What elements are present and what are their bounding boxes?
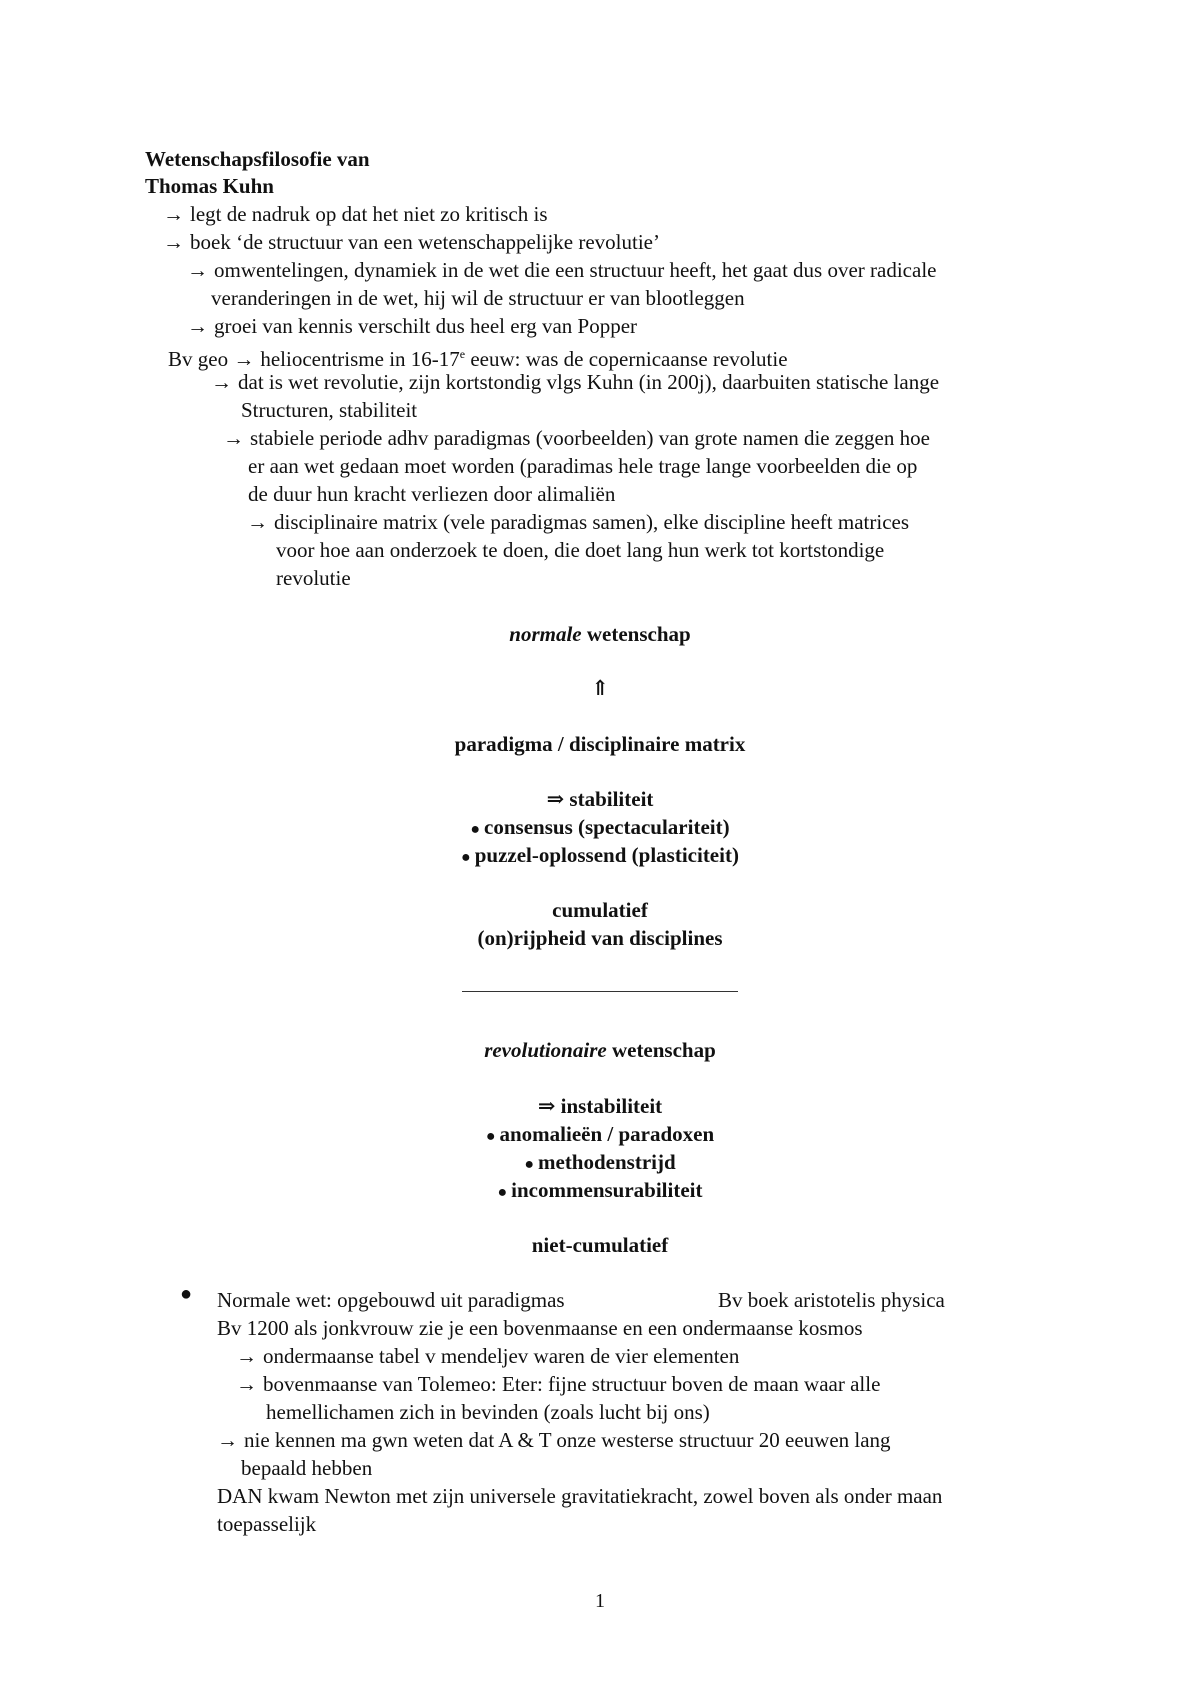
bullet-icon: ● <box>461 849 471 866</box>
bullet-item-aside: Bv boek aristotelis physica <box>718 1288 945 1312</box>
arrow-icon: → <box>247 510 268 534</box>
note-line: Bv geo → heliocentrisme in 16-17e eeuw: was de copernicaanse revolutie <box>168 347 788 371</box>
anomalies-line: ● anomalieën / paradoxen <box>0 1121 1200 1150</box>
note-line: → omwentelingen, dynamiek in de wet die een structuur heeft, het gaat dus over radicale <box>187 258 937 282</box>
doc-title-line1: Wetenschapsfilosofie van <box>145 147 370 171</box>
arrow-icon: → <box>187 314 208 338</box>
maturity-line: (on)rijpheid van disciplines <box>477 926 723 950</box>
page-number: 1 <box>595 1590 605 1612</box>
section-divider <box>462 991 738 992</box>
note-line-continued: Structuren, stabiliteit <box>241 398 418 422</box>
arrow-icon: → <box>233 347 255 371</box>
note-line-continued: bepaald hebben <box>241 1456 373 1480</box>
note-line-continued: hemellichamen zich in bevinden (zoals lucht bij ons) <box>266 1400 710 1424</box>
bullet-text: Bv 1200 als jonkvrouw zie je een bovenmaanse en een ondermaanse kosmos <box>217 1316 863 1340</box>
note-line-continued: de duur hun kracht verliezen door alimaliën <box>248 482 616 506</box>
bullet-text: DAN kwam Newton met zijn universele gravitatiekracht, zowel boven als onder maan <box>217 1484 943 1508</box>
bullet-item: Normale wet: opgebouwd uit paradigmas <box>217 1288 565 1312</box>
note-line: → legt de nadruk op dat het niet zo kritisch is <box>163 202 548 226</box>
non-cumulative-line: niet-cumulatief <box>531 1233 669 1257</box>
arrow-icon: → <box>211 370 232 394</box>
arrow-icon: → <box>217 1428 238 1452</box>
note-line-continued: revolutie <box>276 566 351 590</box>
note-line: → disciplinaire matrix (vele paradigmas samen), elke discipline heeft matrices <box>247 510 910 534</box>
revolutionary-science-heading: revolutionaire wetenschap <box>484 1038 716 1062</box>
doc-title-line2: Thomas Kuhn <box>145 174 274 198</box>
bullet-text: toepasselijk <box>217 1512 317 1536</box>
bullet-icon: ● <box>470 821 481 838</box>
note-line: → bovenmaanse van Tolemeo: Eter: fijne structuur boven de maan waar alle <box>236 1372 881 1396</box>
arrow-icon: → <box>223 426 244 450</box>
right-double-arrow-icon: ⇒ <box>537 1094 556 1118</box>
method-line: ● methodenstrijd <box>0 1149 1200 1178</box>
bullet-icon: ● <box>485 1128 496 1145</box>
normal-science-heading: normale wetenschap <box>509 622 691 646</box>
note-line: → stabiele periode adhv paradigmas (voorbeelden) van grote namen die zeggen hoe <box>223 426 930 450</box>
arrow-icon: → <box>163 202 184 226</box>
note-line-continued: voor hoe aan onderzoek te doen, die doet lang hun werk tot kortstondige <box>276 538 885 562</box>
up-double-arrow-icon: ⇑ <box>591 676 609 700</box>
arrow-icon: → <box>236 1344 257 1368</box>
note-line: → boek ‘de structuur van een wetenschappelijke revolutie’ <box>163 230 660 254</box>
puzzle-line: ● puzzel-oplossend (plasticiteit) <box>0 842 1200 871</box>
bullet-icon: ● <box>180 1283 193 1305</box>
paradigm-heading: paradigma / disciplinaire matrix <box>454 732 746 756</box>
note-line: → dat is wet revolutie, zijn kortstondig vlgs Kuhn (in 200j), daarbuiten statische lange <box>211 370 940 394</box>
bullet-icon: ● <box>524 1156 534 1173</box>
instability-line: ⇒ instabiliteit <box>537 1094 663 1118</box>
arrow-icon: → <box>187 258 208 282</box>
consensus-line: ● consensus (spectaculariteit) <box>0 814 1200 843</box>
note-line: → ondermaanse tabel v mendeljev waren de vier elementen <box>236 1344 740 1368</box>
incommensurability-line: ● incommensurabiliteit <box>0 1177 1200 1206</box>
right-double-arrow-icon: ⇒ <box>546 787 565 811</box>
stability-line: ⇒ stabiliteit <box>546 787 654 811</box>
bullet-icon: ● <box>497 1184 508 1201</box>
note-line-continued: er aan wet gedaan moet worden (paradimas hele trage lange voorbeelden die op <box>248 454 918 478</box>
arrow-icon: → <box>163 230 184 254</box>
note-line: → groei van kennis verschilt dus heel erg van Popper <box>187 314 638 338</box>
note-line-continued: veranderingen in de wet, hij wil de structuur er van blootleggen <box>211 286 745 310</box>
arrow-icon: → <box>236 1372 257 1396</box>
note-line: → nie kennen ma gwn weten dat A & T onze westerse structuur 20 eeuwen lang <box>217 1428 891 1452</box>
cumulative-line: cumulatief <box>552 898 648 922</box>
